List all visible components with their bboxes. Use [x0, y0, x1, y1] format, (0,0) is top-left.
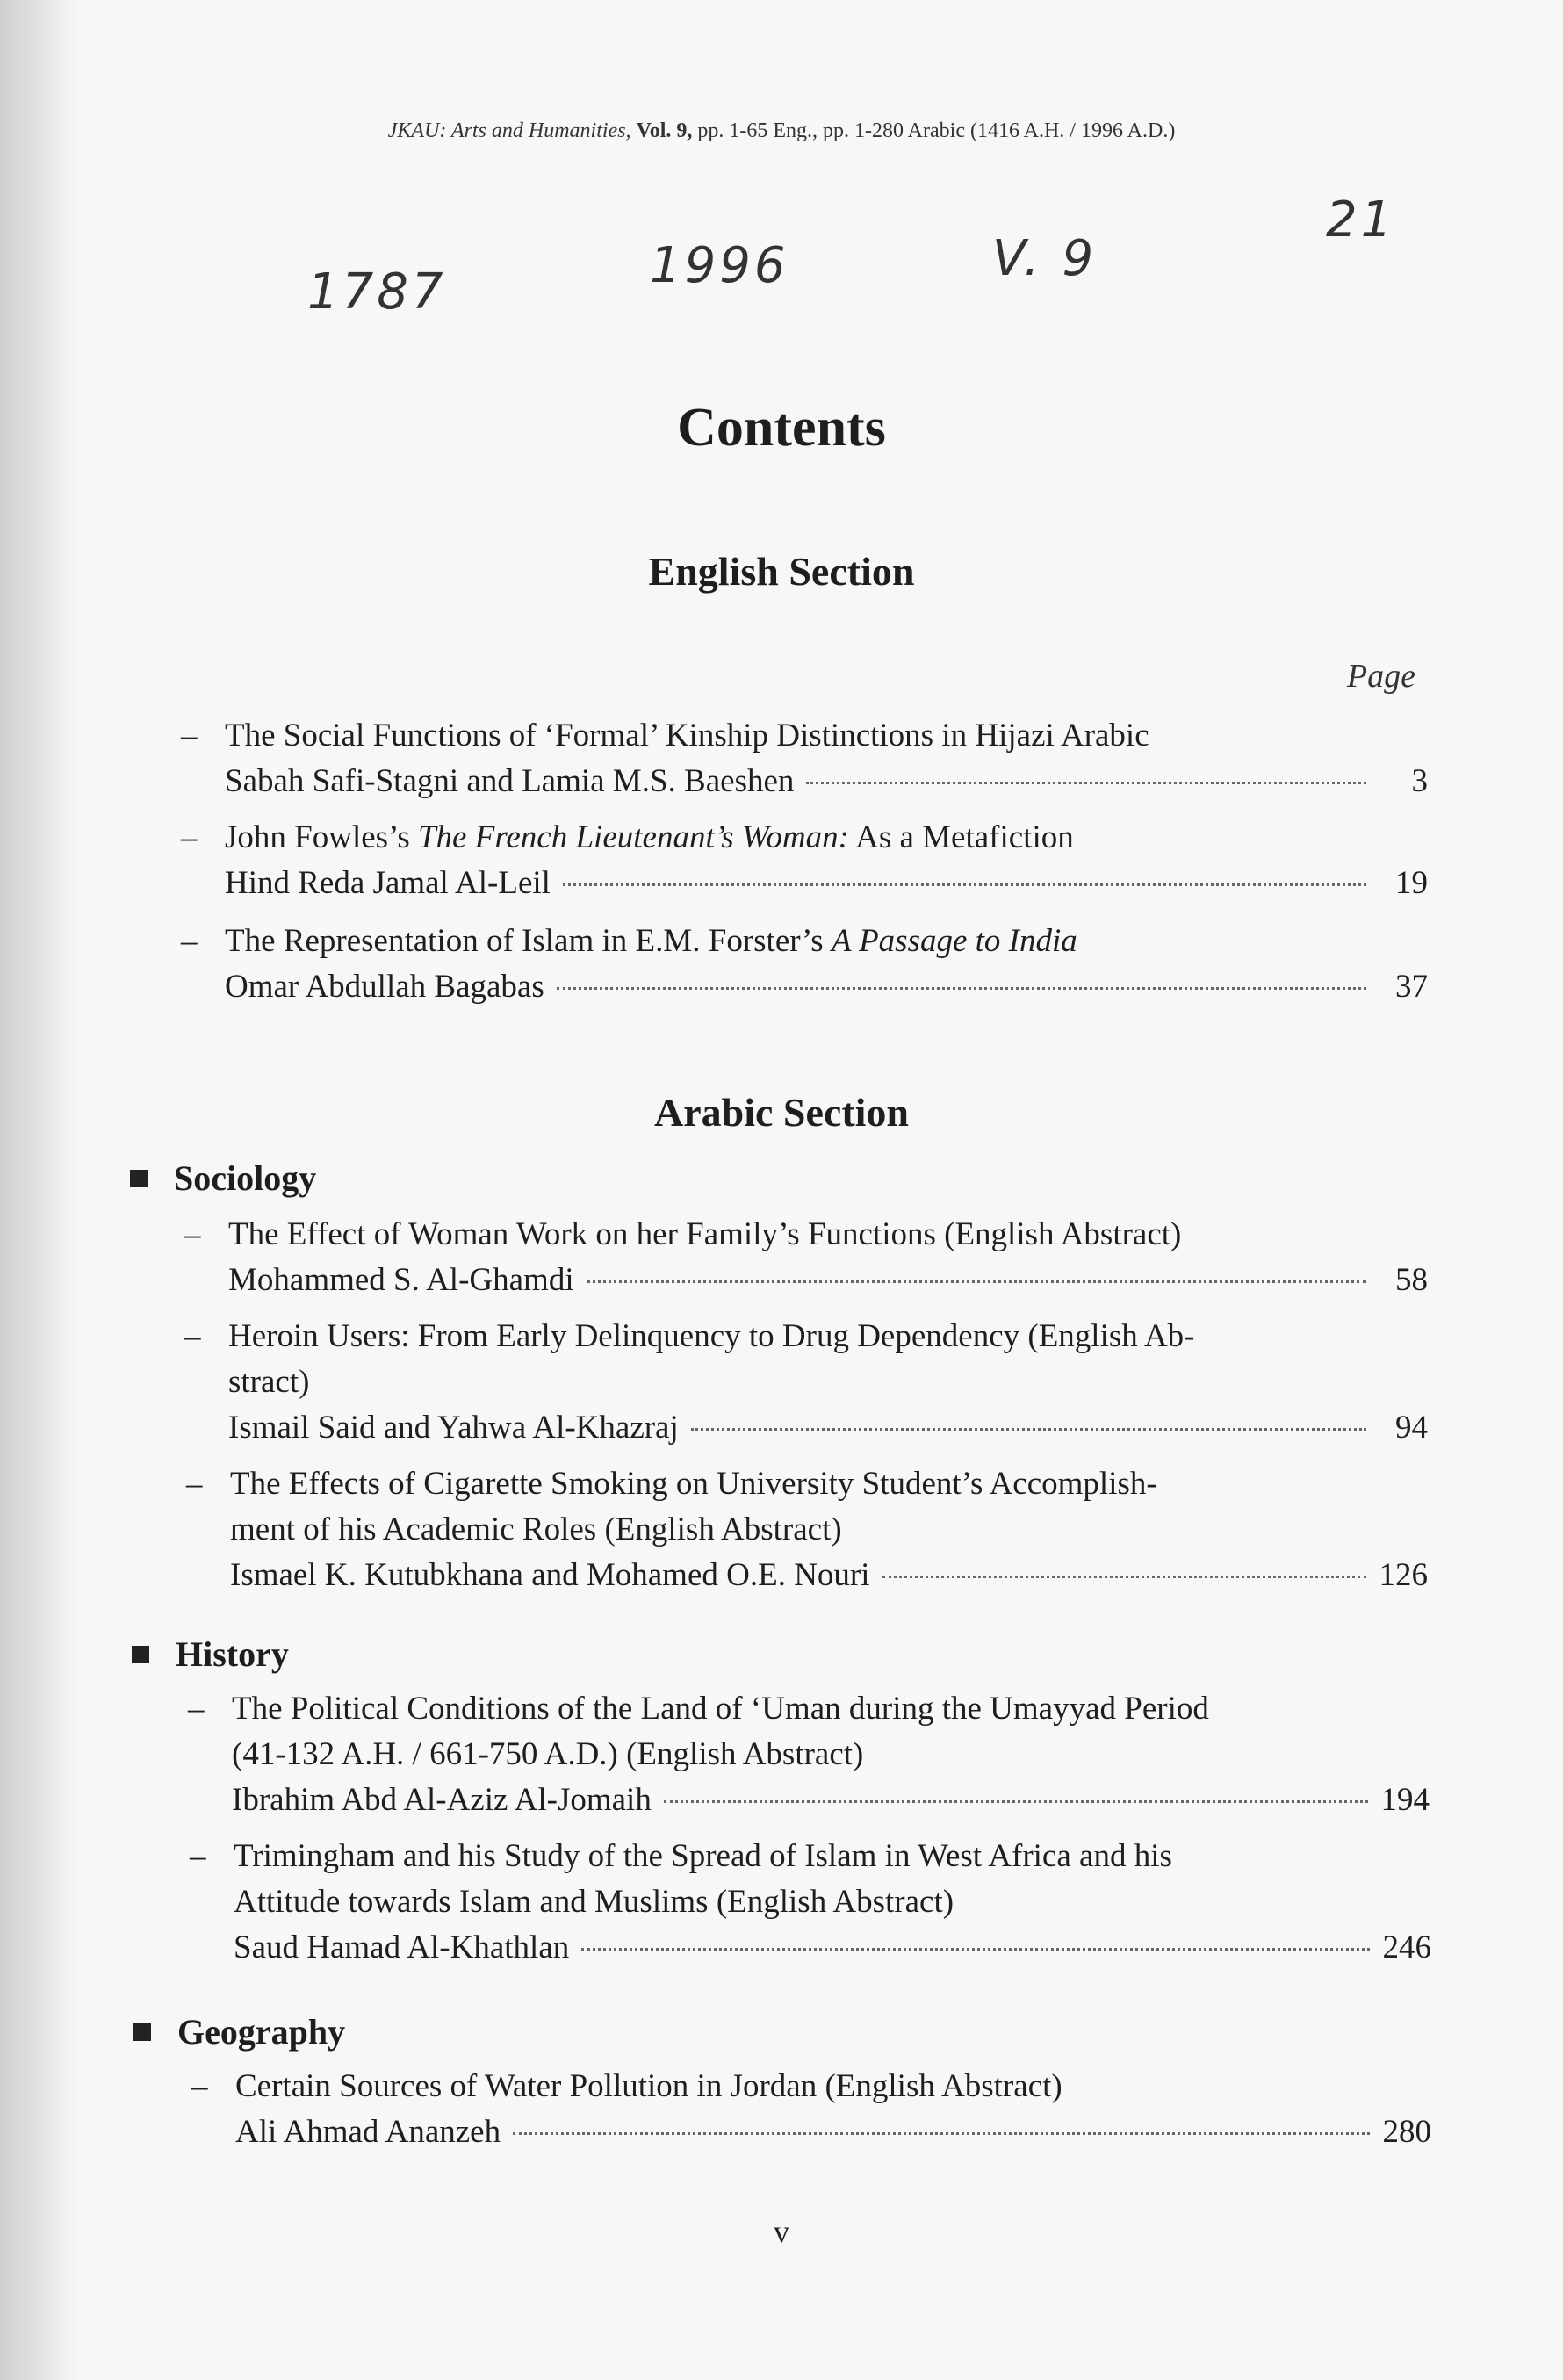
- entry-dash: –: [181, 819, 198, 855]
- entry-title: [225, 815, 1428, 861]
- entry-dash: –: [184, 1318, 201, 1354]
- entry-title-italic: The French Lieutenant’s Woman:: [417, 819, 849, 855]
- bullet-square-icon: [132, 1646, 149, 1663]
- entry-title-line: ment of his Academic Roles (English Abstract): [230, 1511, 842, 1547]
- journal-name: JKAU: Arts and Humanities,: [387, 119, 631, 142]
- page-number: v: [774, 2214, 789, 2249]
- entry-title-prefix: The Representation of Islam in E.M. Forster’s: [225, 923, 832, 959]
- toc-entry: [184, 1212, 1428, 1303]
- toc-entry: [181, 713, 1428, 804]
- entry-page: 194: [1380, 1782, 1430, 1818]
- entry-author-row: [228, 1405, 1428, 1451]
- toc-entry: [181, 919, 1428, 1010]
- category-name: History: [176, 1634, 289, 1674]
- entry-title-italic: A Passage to India: [831, 923, 1077, 959]
- entry-author: Hind Reda Jamal Al-Leil: [225, 865, 551, 901]
- entry-author-row: [234, 1925, 1431, 1971]
- entry-page: 280: [1382, 2114, 1431, 2150]
- entry-title: The Effect of Woman Work on her Family’s Functions (English Abstract): [228, 1216, 1182, 1252]
- entry-title-suffix: As a Metafiction: [848, 819, 1074, 855]
- arabic-section-heading: Arabic Section: [653, 1090, 909, 1135]
- category-geography: [133, 2011, 345, 2052]
- handwritten-mark: 21: [1326, 191, 1396, 249]
- entry-title: The Social Functions of ‘Formal’ Kinship Distinctions in Hijazi Arabic: [225, 718, 1149, 754]
- entry-author: Ibrahim Abd Al-Aziz Al-Jomaih: [232, 1782, 652, 1818]
- scan-shadow: [0, 0, 79, 2380]
- entry-title: Certain Sources of Water Pollution in Jordan (English Abstract): [235, 2068, 1062, 2104]
- leader-dots: [563, 883, 1366, 886]
- category-sociology: [130, 1158, 316, 1199]
- entry-author-row: [230, 1553, 1428, 1598]
- entry-author-row: [235, 2110, 1431, 2155]
- entry-author: Ali Ahmad Ananzeh: [235, 2114, 501, 2150]
- bullet-square-icon: [130, 1170, 148, 1187]
- english-section-heading: English Section: [648, 549, 915, 594]
- entry-title-line: Trimingham and his Study of the Spread of Islam in West Africa and his: [234, 1838, 1172, 1874]
- leader-dots: [581, 1948, 1370, 1951]
- category-history: [132, 1634, 289, 1675]
- entry-author: Sabah Safi-Stagni and Lamia M.S. Baeshen: [225, 763, 795, 799]
- entry-author-row: [225, 861, 1428, 906]
- leader-dots: [691, 1428, 1366, 1431]
- entry-page: 19: [1395, 865, 1428, 901]
- entry-author: Saud Hamad Al-Khathlan: [234, 1929, 570, 1965]
- entry-author: Ismail Said and Yahwa Al-Khazraj: [228, 1410, 679, 1446]
- entry-page: 3: [1411, 763, 1428, 799]
- entry-author-row: [228, 1258, 1428, 1303]
- entry-page: 94: [1395, 1410, 1428, 1446]
- running-header: [0, 119, 1563, 143]
- handwritten-volume: V. 9: [992, 230, 1098, 287]
- entry-dash: –: [184, 1216, 201, 1252]
- category-name: Sociology: [174, 1158, 317, 1198]
- entry-author-row: [225, 759, 1428, 804]
- entry-dash: –: [191, 2068, 208, 2104]
- entry-page: 126: [1379, 1557, 1428, 1593]
- entry-dash: –: [188, 1691, 205, 1727]
- entry-title-line: stract): [228, 1364, 310, 1400]
- page-title: Contents: [677, 398, 886, 458]
- handwritten-number: 1787: [307, 263, 447, 321]
- entry-page: 58: [1395, 1262, 1428, 1298]
- entry-author: Ismael K. Kutubkhana and Mohamed O.E. Nouri: [230, 1557, 870, 1593]
- toc-entry: [181, 815, 1428, 906]
- leader-dots: [882, 1576, 1366, 1578]
- entry-title-line: The Political Conditions of the Land of ‘Uman during the Umayyad Period: [232, 1691, 1209, 1727]
- page-column-label: Page: [1346, 658, 1415, 695]
- entry-author-row: [232, 1778, 1430, 1823]
- journal-volume: Vol. 9,: [636, 119, 693, 142]
- entry-dash: –: [181, 923, 198, 959]
- bullet-square-icon: [133, 2023, 151, 2041]
- entry-title-line: The Effects of Cigarette Smoking on University Student’s Accomplish-: [230, 1466, 1157, 1502]
- toc-entry: [188, 1686, 1430, 1823]
- leader-dots: [513, 2132, 1370, 2135]
- entry-title: [225, 919, 1428, 964]
- entry-author: Mohammed S. Al-Ghamdi: [228, 1262, 574, 1298]
- entry-title-line: Heroin Users: From Early Delinquency to Drug Dependency (English Ab-: [228, 1318, 1195, 1354]
- journal-details: pp. 1-65 Eng., pp. 1-280 Arabic (1416 A.H. / 1996 A.D.): [697, 119, 1176, 142]
- entry-title-prefix: John Fowles’s: [225, 819, 418, 855]
- entry-author-row: [225, 964, 1428, 1010]
- category-name: Geography: [177, 2012, 346, 2052]
- toc-entry: [186, 1461, 1428, 1598]
- leader-dots: [806, 782, 1366, 784]
- entry-author: Omar Abdullah Bagabas: [225, 969, 544, 1005]
- entry-dash: –: [186, 1466, 203, 1502]
- handwritten-year: 1996: [650, 237, 789, 294]
- toc-entry: [191, 2064, 1431, 2155]
- entry-title-line: Attitude towards Islam and Muslims (English Abstract): [234, 1884, 954, 1920]
- entry-page: 246: [1382, 1929, 1431, 1965]
- toc-entry: [184, 1314, 1428, 1451]
- entry-title-line: (41-132 A.H. / 661-750 A.D.) (English Abstract): [232, 1736, 864, 1772]
- leader-dots: [664, 1800, 1368, 1803]
- entry-page: 37: [1395, 969, 1428, 1005]
- entry-dash: –: [190, 1838, 206, 1874]
- toc-entry: [190, 1834, 1431, 1971]
- entry-dash: –: [181, 718, 198, 754]
- leader-dots: [557, 987, 1366, 990]
- leader-dots: [587, 1280, 1366, 1283]
